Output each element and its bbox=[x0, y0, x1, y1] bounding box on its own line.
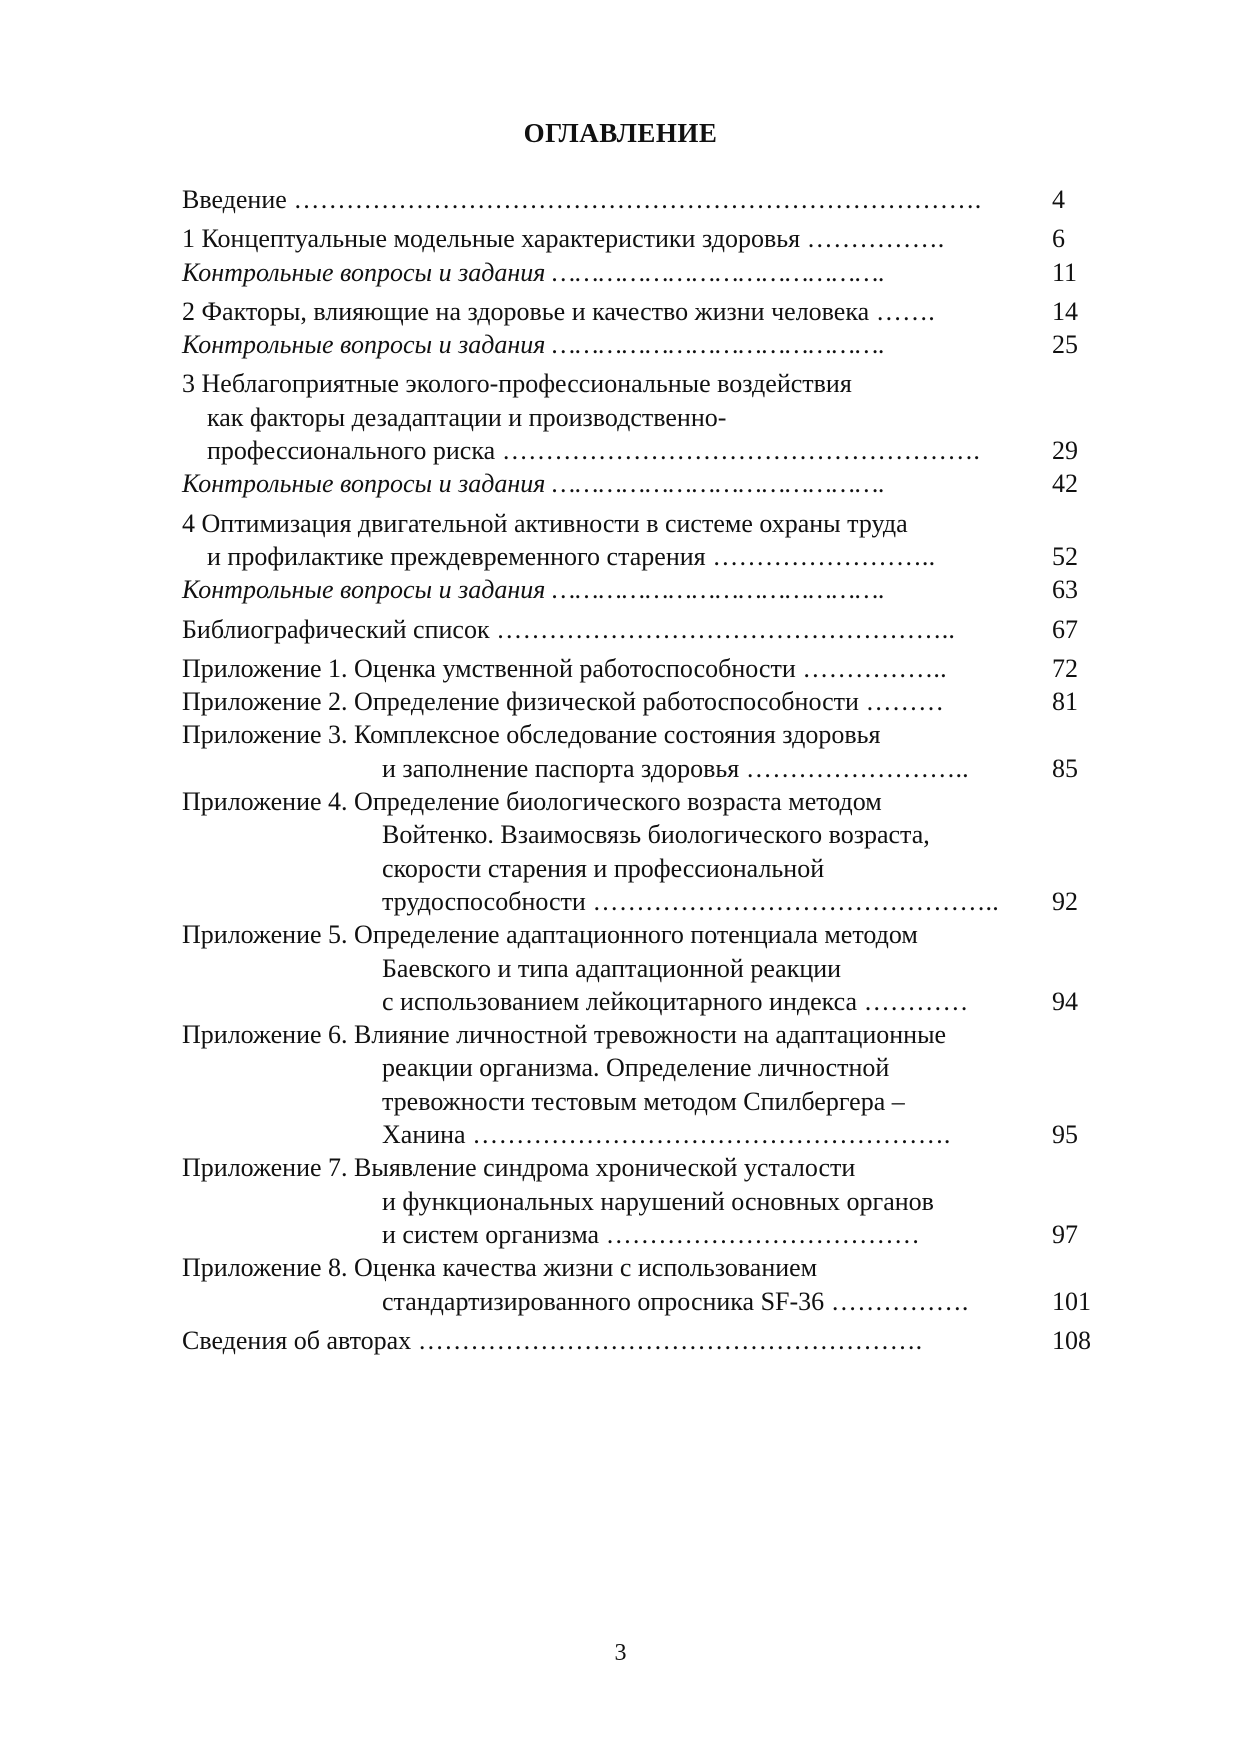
toc-entry-title: и функциональных нарушений основных органов bbox=[382, 1186, 934, 1216]
toc-page-number: 42 bbox=[1052, 469, 1078, 499]
dot-leader: …………………….. bbox=[705, 541, 936, 571]
toc-entry bbox=[182, 1151, 1112, 1251]
dot-leader: ……………………………………. bbox=[545, 575, 886, 605]
toc-entry bbox=[182, 256, 1112, 289]
toc-entry-line bbox=[182, 1085, 1112, 1118]
toc-entry-title: Ханина bbox=[382, 1120, 466, 1150]
toc-entry-line bbox=[182, 885, 1112, 918]
dot-leader: ………………………………………………. bbox=[495, 436, 981, 466]
toc-entry bbox=[182, 652, 1112, 685]
toc-entry-title: Приложение 6. Влияние личностной тревожности на адаптационные bbox=[182, 1020, 947, 1050]
toc-entry-line bbox=[182, 818, 1112, 851]
toc-page-number: 85 bbox=[1052, 753, 1078, 783]
dot-leader: ……………………………………………………………………. bbox=[286, 185, 982, 214]
toc-page-number: 63 bbox=[1052, 575, 1078, 605]
toc-entry-line bbox=[182, 1324, 1112, 1357]
toc-entry-title: скорости старения и профессиональной bbox=[382, 853, 825, 883]
toc-entry-title: Приложение 1. Оценка умственной работоспособности bbox=[182, 653, 796, 683]
toc-entry bbox=[182, 573, 1112, 606]
toc-entry-title: Баевского и типа адаптационной реакции bbox=[382, 953, 842, 983]
dot-leader: ……………………………………. bbox=[545, 469, 886, 499]
toc-entry-title: и заполнение паспорта здоровья bbox=[382, 753, 740, 783]
toc-entry bbox=[182, 183, 1112, 216]
dot-leader: ……………. bbox=[824, 1286, 969, 1316]
toc-entry-line bbox=[182, 367, 1112, 400]
toc-entry-title: Библиографический список bbox=[182, 614, 490, 644]
toc-page-number: 14 bbox=[1052, 296, 1078, 326]
toc-entry-line bbox=[182, 918, 1112, 951]
toc-entry-title: 4 Оптимизация двигательной активности в системе охраны труда bbox=[182, 508, 908, 538]
toc-page-number: 72 bbox=[1052, 653, 1078, 683]
dot-leader: ………… bbox=[857, 986, 969, 1016]
toc-entry-title: Контрольные вопросы и задания bbox=[182, 469, 546, 499]
toc-page-number: 67 bbox=[1052, 614, 1078, 644]
toc-entry bbox=[182, 613, 1112, 646]
dot-leader: ……………………………… bbox=[599, 1219, 921, 1249]
toc-entry-line bbox=[182, 573, 1112, 606]
dot-leader: …………………….. bbox=[739, 753, 969, 783]
toc-entry-line bbox=[182, 1185, 1112, 1218]
toc-entry bbox=[182, 222, 1112, 255]
toc-entry-title: и профилактике преждевременного старения bbox=[207, 541, 706, 571]
toc-entry-line bbox=[182, 752, 1112, 785]
toc-page-number: 11 bbox=[1052, 257, 1078, 287]
toc-entry-line bbox=[182, 1018, 1112, 1051]
toc-entry-title: Контрольные вопросы и задания bbox=[182, 257, 546, 287]
toc-entry-line bbox=[182, 785, 1112, 818]
dot-leader: ……………………………………. bbox=[545, 257, 886, 287]
toc-entry bbox=[182, 1324, 1112, 1357]
page-number: 3 bbox=[614, 1640, 627, 1666]
toc-page-number: 81 bbox=[1052, 687, 1078, 717]
toc-entry-line bbox=[182, 1118, 1112, 1151]
toc-entry-line bbox=[182, 328, 1112, 361]
toc-entry-title: Приложение 3. Комплексное обследование состояния здоровья bbox=[182, 720, 881, 750]
toc-entry bbox=[182, 1018, 1112, 1151]
toc-entry-line bbox=[182, 183, 1112, 216]
toc-entry-line bbox=[182, 434, 1112, 467]
toc-entry-title: 2 Факторы, влияющие на здоровье и качество жизни человека bbox=[182, 296, 870, 326]
toc-entry-title: Приложение 4. Определение биологического возраста методом bbox=[182, 787, 882, 817]
toc-entry-title: Приложение 2. Определение физической работоспособности bbox=[182, 687, 859, 717]
dot-leader: ……. bbox=[869, 296, 935, 326]
toc-entry-title: трудоспособности bbox=[382, 886, 586, 916]
toc-entry-line bbox=[182, 1218, 1112, 1251]
toc-page-number: 97 bbox=[1052, 1219, 1078, 1249]
toc-page-number: 25 bbox=[1052, 330, 1078, 360]
toc-entry-line bbox=[182, 401, 1112, 434]
toc-entry-line bbox=[182, 685, 1112, 718]
toc-entry-title: Сведения об авторах bbox=[182, 1325, 412, 1355]
toc-page-number: 6 bbox=[1052, 224, 1065, 254]
toc-entry-title: Приложение 8. Оценка качества жизни с использованием bbox=[182, 1253, 818, 1283]
toc-entry-line bbox=[182, 222, 1112, 255]
toc-entry-line bbox=[182, 613, 1112, 646]
toc-entry bbox=[182, 295, 1112, 328]
toc-entry-line bbox=[182, 652, 1112, 685]
toc-page-number: 95 bbox=[1052, 1120, 1078, 1150]
toc-entry-title: и систем организма bbox=[382, 1219, 600, 1249]
toc-entry-line bbox=[182, 985, 1112, 1018]
toc-entry bbox=[182, 785, 1112, 918]
toc-entry-line bbox=[182, 718, 1112, 751]
toc-entry-line bbox=[182, 295, 1112, 328]
toc-entry-title: Контрольные вопросы и задания bbox=[182, 330, 546, 360]
toc-page-number: 4 bbox=[1052, 185, 1065, 214]
toc-entry-line bbox=[182, 1151, 1112, 1184]
toc-entry bbox=[182, 328, 1112, 361]
toc-entry-title: Контрольные вопросы и задания bbox=[182, 575, 546, 605]
dot-leader: …………………………………………….. bbox=[489, 614, 956, 644]
toc-entry-title: реакции организма. Определение личностной bbox=[382, 1053, 890, 1083]
toc-entry-title: профессионального риска bbox=[207, 436, 496, 466]
toc-entry bbox=[182, 367, 1112, 467]
toc-entry-line bbox=[182, 467, 1112, 500]
toc-page-number: 52 bbox=[1052, 541, 1078, 571]
toc-title: ОГЛАВЛЕНИЕ bbox=[523, 118, 718, 148]
toc-entry bbox=[182, 507, 1112, 574]
toc-page-number: 29 bbox=[1052, 436, 1078, 466]
toc-entry-line bbox=[182, 1251, 1112, 1284]
toc-entry-title: Введение bbox=[182, 185, 287, 214]
toc-entry-line bbox=[182, 256, 1112, 289]
toc-entry bbox=[182, 685, 1112, 718]
toc-entry-title: Приложение 7. Выявление синдрома хронической усталости bbox=[182, 1153, 856, 1183]
dot-leader: …………………………………………………. bbox=[411, 1325, 923, 1355]
toc-entry-line bbox=[182, 952, 1112, 985]
toc-entry-line bbox=[182, 540, 1112, 573]
toc-entry-title: с использованием лейкоцитарного индекса bbox=[382, 986, 858, 1016]
dot-leader: ……………. bbox=[800, 224, 945, 254]
dot-leader: ……………………………………. bbox=[545, 330, 886, 360]
dot-leader: ……… bbox=[858, 687, 945, 717]
toc-entry-title: стандартизированного опросника SF-36 bbox=[382, 1286, 825, 1316]
toc-entry-line bbox=[182, 1051, 1112, 1084]
toc-entry-title: тревожности тестовым методом Спилбергера – bbox=[382, 1086, 905, 1116]
toc-entry-title: Приложение 5. Определение адаптационного потенциала методом bbox=[182, 920, 918, 950]
toc-entry bbox=[182, 718, 1112, 785]
toc-entry-title: как факторы дезадаптации и производственно- bbox=[207, 402, 727, 432]
toc-entry-line bbox=[182, 852, 1112, 885]
toc-entry-line bbox=[182, 507, 1112, 540]
toc-entry-title: 3 Неблагоприятные эколого-профессиональные воздействия bbox=[182, 369, 852, 399]
toc-entry bbox=[182, 918, 1112, 1018]
toc-entry-line bbox=[182, 1285, 1112, 1318]
toc-page-number: 108 bbox=[1052, 1325, 1091, 1355]
toc-entry bbox=[182, 467, 1112, 500]
dot-leader: …………….. bbox=[795, 653, 947, 683]
dot-leader: ………………………………………………. bbox=[465, 1120, 951, 1150]
toc-entry bbox=[182, 1251, 1112, 1318]
toc-entry-title: 1 Концептуальные модельные характеристики здоровья bbox=[182, 224, 801, 254]
toc-entry-title: Войтенко. Взаимосвязь биологического возраста, bbox=[382, 820, 930, 850]
table-of-contents bbox=[182, 183, 1112, 1357]
toc-page-number: 92 bbox=[1052, 886, 1078, 916]
toc-page-number: 101 bbox=[1052, 1286, 1091, 1316]
toc-page-number: 94 bbox=[1052, 986, 1078, 1016]
dot-leader: ……………………………………….. bbox=[585, 886, 999, 916]
